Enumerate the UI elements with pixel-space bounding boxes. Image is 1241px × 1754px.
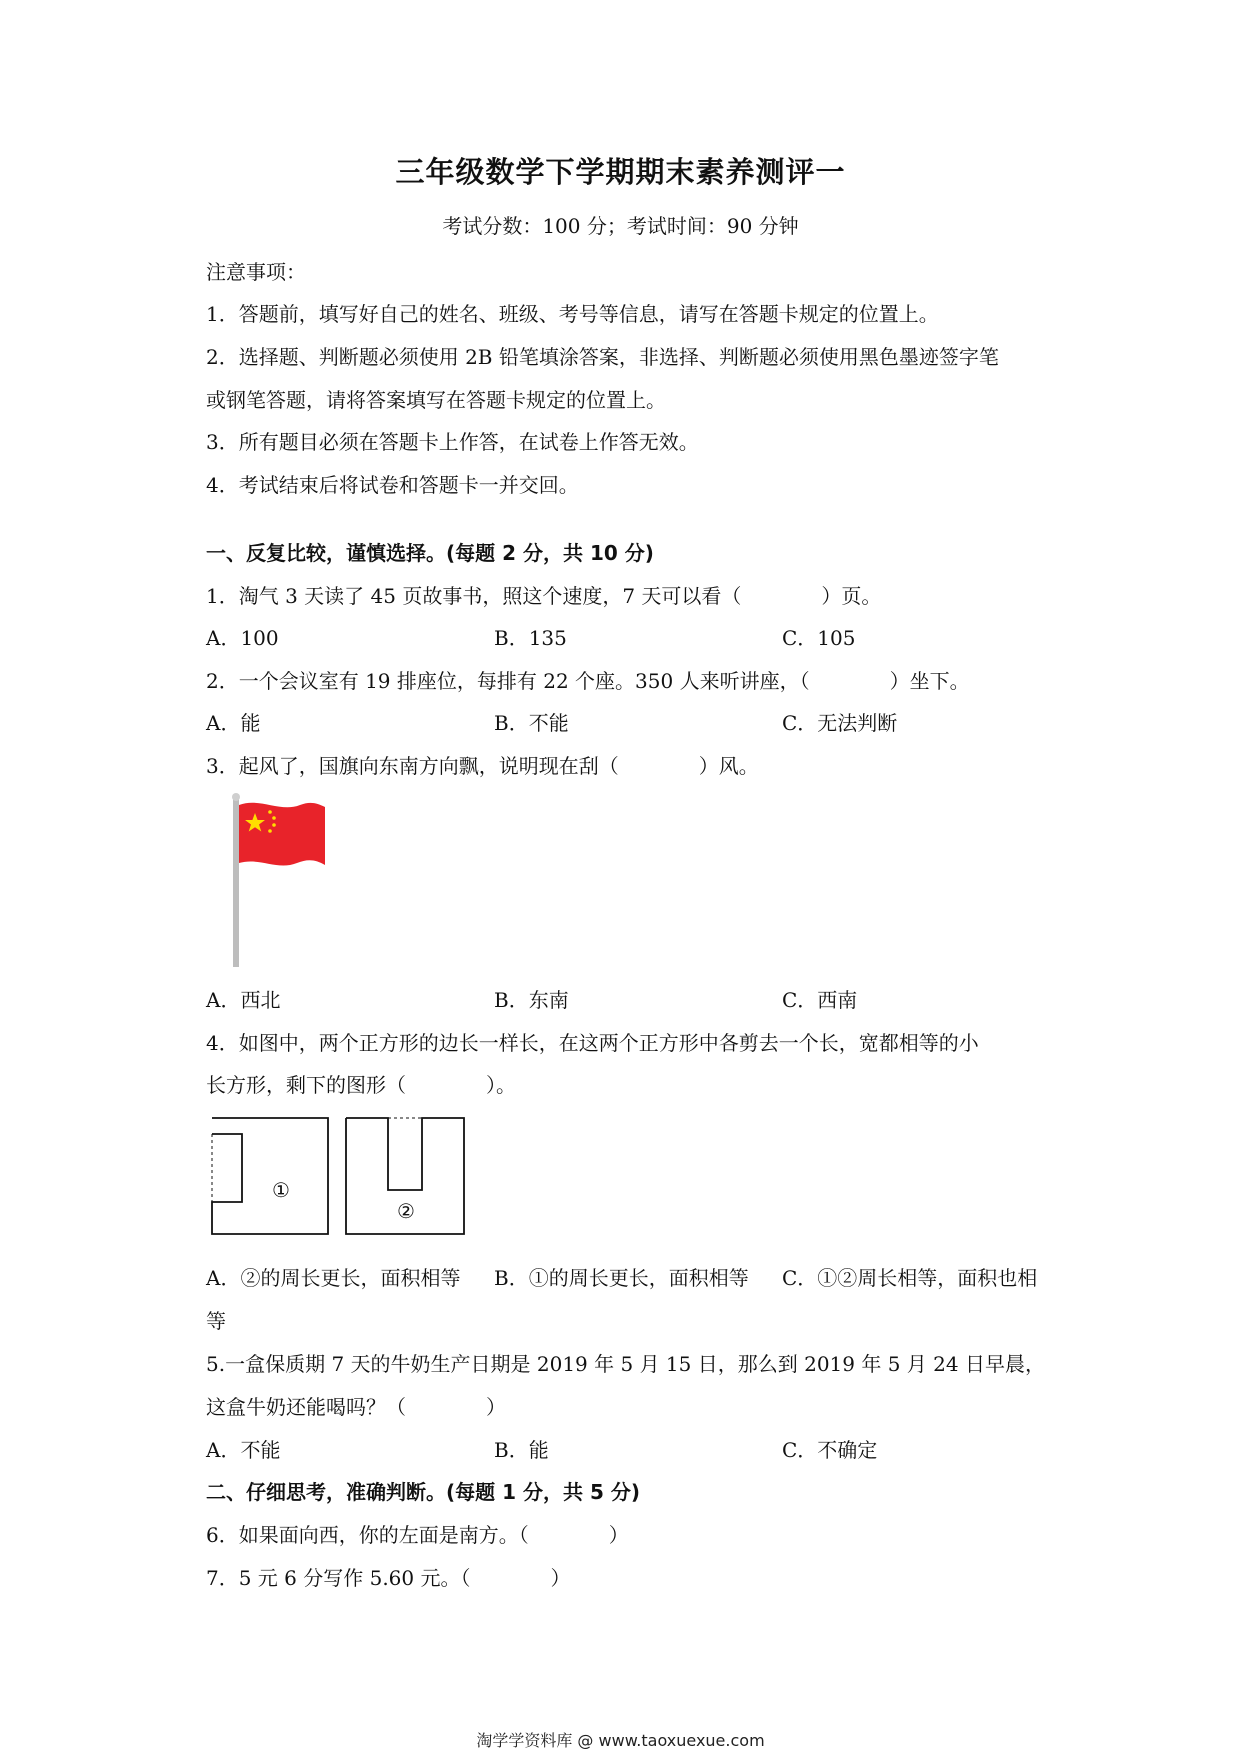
- q4-option-b: B．①的周长更长，面积相等: [494, 1266, 749, 1290]
- flag-pole: [233, 797, 239, 967]
- exam-info: 考试分数：100 分；考试时间：90 分钟: [442, 214, 799, 238]
- squares-figure: [208, 1114, 470, 1238]
- note-item: 4．考试结束后将试卷和答题卡一并交回。: [206, 473, 579, 497]
- question-2: 2．一个会议室有 19 排座位，每排有 22 个座。350 人来听讲座，（ ）坐下。: [206, 669, 970, 693]
- note-item: 1．答题前，填写好自己的姓名、班级、考号等信息，请写在答题卡规定的位置上。: [206, 302, 939, 326]
- section-1-heading: 一、反复比较，谨慎选择。(每题 2 分，共 10 分): [206, 541, 654, 565]
- note-item: 2．选择题、判断题必须使用 2B 铅笔填涂答案，非选择、判断题必须使用黑色墨迹签字笔: [206, 345, 999, 369]
- flag-figure: [225, 793, 335, 968]
- q4-option-a: A．②的周长更长，面积相等: [206, 1266, 461, 1290]
- flag-small-star: [272, 816, 276, 820]
- flag-pole-top: [232, 793, 240, 801]
- question-7: 7．5 元 6 分写作 5.60 元。（ ）: [206, 1566, 571, 1590]
- q3-option-a: A．西北: [206, 988, 281, 1012]
- question-3: 3．起风了，国旗向东南方向飘，说明现在刮（ ）风。: [206, 754, 759, 778]
- question-4-line-2: 长方形，剩下的图形（ ）。: [206, 1073, 516, 1097]
- footer-watermark: 淘学学资料库 @ www.taoxuexue.com: [476, 1731, 765, 1750]
- page-title: 三年级数学下学期期末素养测评一: [395, 155, 846, 189]
- flag-small-star: [272, 823, 276, 827]
- question-4-line-1: 4．如图中，两个正方形的边长一样长，在这两个正方形中各剪去一个长，宽都相等的小: [206, 1031, 979, 1055]
- q2-option-b: B．不能: [494, 711, 569, 735]
- q3-option-b: B．东南: [494, 988, 569, 1012]
- flag-red-cloth: [239, 803, 325, 866]
- notes-heading: 注意事项：: [206, 260, 306, 284]
- note-item: 3．所有题目必须在答题卡上作答，在试卷上作答无效。: [206, 430, 699, 454]
- q1-option-c: C．105: [782, 626, 856, 650]
- section-2-heading: 二、仔细思考，准确判断。(每题 1 分，共 5 分): [206, 1480, 640, 1504]
- q5-option-c: C．不确定: [782, 1438, 878, 1462]
- shape-2-label: ②: [397, 1199, 415, 1223]
- q1-option-a: A．100: [206, 626, 279, 650]
- question-6: 6．如果面向西，你的左面是南方。（ ）: [206, 1523, 629, 1547]
- shape-1-label: ①: [272, 1178, 290, 1202]
- q3-option-c: C．西南: [782, 988, 858, 1012]
- flag-small-star: [268, 829, 272, 833]
- q4-option-c: C．①②周长相等，面积也相: [782, 1266, 1038, 1290]
- note-item: 或钢笔答题，请将答案填写在答题卡规定的位置上。: [206, 388, 666, 412]
- q5-option-b: B．能: [494, 1438, 549, 1462]
- flag-small-star: [268, 810, 272, 814]
- q2-option-c: C．无法判断: [782, 711, 898, 735]
- q2-option-a: A．能: [206, 711, 261, 735]
- shape-1-outline: [212, 1118, 328, 1234]
- question-5-line-2: 这盒牛奶还能喝吗？（ ）: [206, 1395, 506, 1419]
- q4-option-c-continued: 等: [206, 1309, 226, 1333]
- q1-option-b: B．135: [494, 626, 567, 650]
- question-1: 1．淘气 3 天读了 45 页故事书，照这个速度，7 天可以看（ ）页。: [206, 584, 882, 608]
- q5-option-a: A．不能: [206, 1438, 281, 1462]
- question-5-line-1: 5.一盒保质期 7 天的牛奶生产日期是 2019 年 5 月 15 日，那么到 2019 年 5 月 24 日早晨，: [206, 1352, 1045, 1376]
